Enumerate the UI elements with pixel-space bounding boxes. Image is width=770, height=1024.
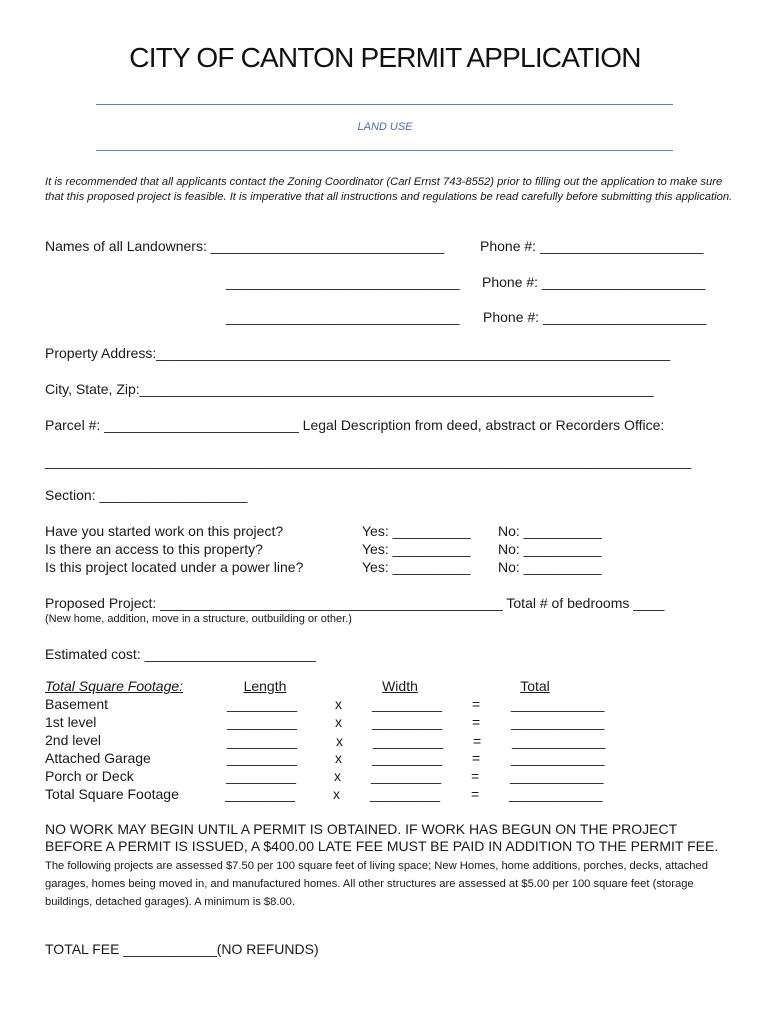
intro-paragraph: It is recommended that all applicants contact the Zoning Coordinator (Carl Ernst 743-8552) prior to filling out the application to make sure that this proposed project is feasible. It is imperative that all instructions and regulations be read carefully before submitting this application. — [45, 176, 733, 203]
proposed-project-field[interactable]: Proposed Project: ____________________________________________ Total # of bedrooms ____ — [45, 595, 665, 611]
footage-row-total[interactable]: ____________ — [511, 696, 605, 712]
footage-row-width[interactable]: _________ — [372, 696, 443, 712]
footage-row-width[interactable]: _________ — [373, 733, 444, 749]
footage-row-times: x — [336, 733, 343, 749]
footage-row-times: x — [335, 750, 342, 766]
page-title: CITY OF CANTON PERMIT APPLICATION — [129, 42, 641, 73]
landowners-field[interactable]: Names of all Landowners: ______________________________ — [45, 238, 445, 254]
footage-row-label-1st-level: 1st level — [45, 714, 97, 730]
question-access: Is there an access to this property? — [45, 541, 263, 557]
section-field[interactable]: Section: ___________________ — [45, 487, 248, 503]
footage-row-width[interactable]: _________ — [371, 768, 442, 784]
section-subtitle: LAND USE — [357, 121, 413, 133]
footage-header-label: Total Square Footage: — [45, 678, 184, 694]
footage-row-label-2nd-level: 2nd level — [45, 732, 102, 748]
footage-row-times: x — [335, 696, 342, 712]
footage-row-equals: = — [472, 696, 481, 712]
footage-row-label-porch-or-deck: Porch or Deck — [45, 768, 134, 784]
property-address-field[interactable]: Property Address:__________________________________________________________________ — [45, 345, 671, 361]
footage-row-times: x — [333, 786, 340, 802]
question-started-work: Have you started work on this project? — [45, 523, 284, 539]
footage-row-equals: = — [471, 786, 480, 802]
footage-row-times: x — [335, 714, 342, 730]
landowner-line-3[interactable]: ______________________________ — [226, 309, 460, 325]
footage-row-total[interactable]: ____________ — [509, 786, 603, 802]
footage-row-width[interactable]: _________ — [372, 750, 443, 766]
footage-row-length[interactable]: _________ — [227, 733, 298, 749]
proposed-project-note: (New home, addition, move in a structure, outbuilding or other.) — [45, 613, 352, 625]
footage-row-length[interactable]: _________ — [227, 696, 298, 712]
footage-row-length[interactable]: _________ — [227, 750, 298, 766]
no-field-started-work[interactable]: No: __________ — [498, 523, 602, 539]
city-state-zip-field[interactable]: City, State, Zip:__________________________________________________________________ — [45, 381, 654, 397]
parcel-field[interactable]: Parcel #: _________________________ Legal Description from deed, abstract or Recorders Office: — [45, 417, 665, 433]
no-field-access[interactable]: No: __________ — [498, 541, 602, 557]
footage-row-total[interactable]: ____________ — [511, 750, 605, 766]
footage-row-label-basement: Basement — [45, 696, 109, 712]
footage-row-equals: = — [472, 750, 481, 766]
footage-row-width[interactable]: _________ — [370, 786, 441, 802]
footage-row-length[interactable]: _________ — [226, 768, 297, 784]
question-power-line: Is this project located under a power line? — [45, 559, 304, 575]
permit-notice — [45, 821, 735, 910]
yes-field-access[interactable]: Yes: __________ — [362, 541, 471, 557]
footage-row-equals: = — [471, 768, 480, 784]
yes-field-power-line[interactable]: Yes: __________ — [362, 559, 471, 575]
footage-row-total[interactable]: ____________ — [511, 714, 605, 730]
permit-fee-schedule: The following projects are assessed $7.50 per 100 square feet of living space; New Homes, home additions, porches, decks, attached garages, homes being moved in, and manufactured homes. All other structures are assessed at $5.00 per 100 square feet (storage buildings, detached garages). A minimum is $8.00. — [45, 860, 708, 908]
footage-row-length[interactable]: _________ — [227, 714, 298, 730]
footage-row-width[interactable]: _________ — [372, 714, 443, 730]
footage-row-label-attached-garage: Attached Garage — [45, 750, 151, 766]
estimated-cost-field[interactable]: Estimated cost: ______________________ — [45, 646, 316, 662]
yes-field-started-work[interactable]: Yes: __________ — [362, 523, 471, 539]
footage-col-length: Length — [243, 678, 287, 694]
legal-description-line[interactable]: ___________________________________________________________________________________ — [45, 453, 692, 469]
landowner-line-2[interactable]: ______________________________ — [226, 274, 460, 290]
footage-col-width: Width — [382, 678, 418, 694]
total-fee-field[interactable]: TOTAL FEE ____________(NO REFUNDS) — [45, 941, 319, 957]
footage-row-total[interactable]: ____________ — [510, 768, 604, 784]
title-rule-top — [96, 104, 673, 105]
phone-field-3[interactable]: Phone #: _____________________ — [483, 309, 707, 325]
footage-row-length[interactable]: _________ — [225, 786, 296, 802]
footage-row-total[interactable]: ____________ — [512, 733, 606, 749]
phone-field-2[interactable]: Phone #: _____________________ — [482, 274, 706, 290]
phone-field-1[interactable]: Phone #: _____________________ — [480, 238, 704, 254]
footage-row-label-total: Total Square Footage — [45, 786, 179, 802]
footage-col-total: Total — [520, 678, 550, 694]
title-rule-bottom — [96, 150, 673, 151]
footage-row-equals: = — [473, 733, 482, 749]
no-field-power-line[interactable]: No: __________ — [498, 559, 602, 575]
footage-row-equals: = — [472, 714, 481, 730]
permit-notice-main: NO WORK MAY BEGIN UNTIL A PERMIT IS OBTAINED. IF WORK HAS BEGUN ON THE PROJECT BEFORE A PERMIT IS ISSUED, A $400.00 LATE FEE MUST BE PAID IN ADDITION TO THE PERMIT FEE. — [45, 821, 719, 854]
footage-row-times: x — [334, 768, 341, 784]
